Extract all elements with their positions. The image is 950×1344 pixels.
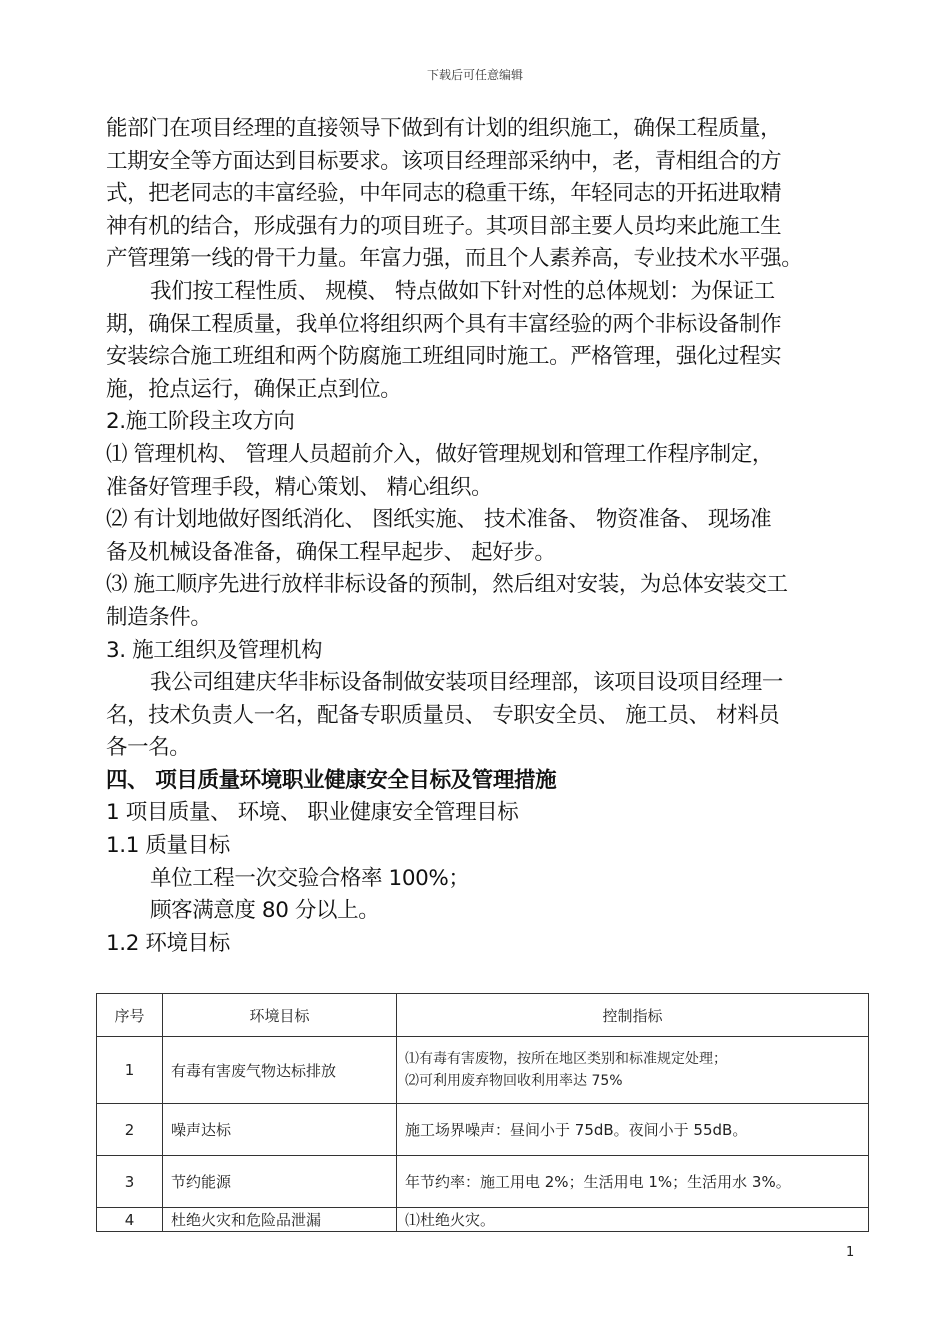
paragraph-line: 我们按工程性质、 规模、 特点做如下针对性的总体规划：为保证工 [150,278,775,304]
table-header-row [97,994,869,1037]
list-item: ⑵ 有计划地做好图纸消化、 图纸实施、 技术准备、 物资准备、 现场准 [106,507,772,533]
page-number: 1 [846,1245,855,1260]
paragraph-line: 安装综合施工班组和两个防腐施工班组同时施工。严格管理，强化过程实 [106,344,782,370]
paragraph-line: 单位工程一次交验合格率 100%； [150,865,470,891]
table-cell: 节约能源 [163,1156,397,1208]
table-row [97,1208,869,1232]
paragraph-line: 各一名。 [106,735,191,761]
list-item: 制造条件。 [106,604,212,630]
paragraph-line: 顾客满意度 80 分以上。 [150,898,380,924]
paragraph-line: 式，把老同志的丰富经验，中年同志的稳重干练，年轻同志的开拓进取精 [106,181,782,207]
table-cell: 4 [97,1208,163,1232]
table-cell: 2 [97,1104,163,1156]
paragraph-line: 工期安全等方面达到目标要求。该项目经理部采纳中，老，青相组合的方 [106,148,782,174]
chapter-heading: 四、 项目质量环境职业健康安全目标及管理措施 [106,767,557,793]
table-row [97,1156,869,1208]
table-cell: 年节约率：施工用电 2%；生活用电 1%；生活用水 3%。 [397,1156,869,1208]
page-header: 下载后可任意编辑 [426,68,523,82]
column-header: 序号 [97,994,163,1037]
cell-line: ⑵可利用废弃物回收利用率达 75% [405,1073,623,1089]
list-item: ⑶ 施工顺序先进行放样非标设备的预制，然后组对安装，为总体安装交工 [106,572,788,598]
subsection-heading: 1.1 质量目标 [106,833,230,859]
paragraph-line: 期，确保工程质量，我单位将组织两个具有丰富经验的两个非标设备制作 [106,311,782,337]
table-cell: 1 [97,1037,163,1104]
column-header: 控制指标 [397,994,869,1037]
subsection-heading: 1.2 环境目标 [106,930,230,956]
paragraph-line: 神有机的结合，形成强有力的项目班子。其项目部主要人员均来此施工生 [106,213,782,239]
table-row [97,1104,869,1156]
list-item: ⑴ 管理机构、 管理人员超前介入，做好管理规划和管理工作程序制定， [106,441,773,467]
cell-line: ⑴有毒有害废物，按所在地区类别和标准规定处理； [405,1051,727,1067]
environment-targets-table [96,993,869,1232]
table-cell: ⑴杜绝火灾。 [397,1208,869,1232]
column-header: 环境目标 [163,994,397,1037]
section-heading: 3. 施工组织及管理机构 [106,637,323,663]
paragraph-line: 我公司组建庆华非标设备制做安装项目经理部，该项目设项目经理一 [150,670,784,696]
table-cell: 3 [97,1156,163,1208]
section-heading: 1 项目质量、 环境、 职业健康安全管理目标 [106,800,519,826]
paragraph-line: 产管理第一线的骨干力量。年富力强，而且个人素养高，专业技术水平强。 [106,246,803,272]
body-text [106,113,862,960]
paragraph-line: 能部门在项目经理的直接领导下做到有计划的组织施工，确保工程质量， [106,116,782,141]
table-cell: 有毒有害废气物达标排放 [163,1037,397,1104]
table-cell: 噪声达标 [163,1104,397,1156]
paragraph-line: 施，抢点运行，确保正点到位。 [106,376,402,402]
list-item: 准备好管理手段，精心策划、 精心组织。 [106,474,493,500]
table-cell [397,1037,869,1104]
table-row [97,1037,869,1104]
paragraph-line: 名，技术负责人一名，配备专职质量员、 专职安全员、 施工员、 材料员 [106,702,780,728]
table-cell: 施工场界噪声：昼间小于 75dB。夜间小于 55dB。 [397,1104,869,1156]
list-item: 备及机械设备准备，确保工程早起步、 起好步。 [106,539,556,565]
section-heading: 2.施工阶段主攻方向 [106,409,295,435]
table-cell: 杜绝火灾和危险品泄漏 [163,1208,397,1232]
